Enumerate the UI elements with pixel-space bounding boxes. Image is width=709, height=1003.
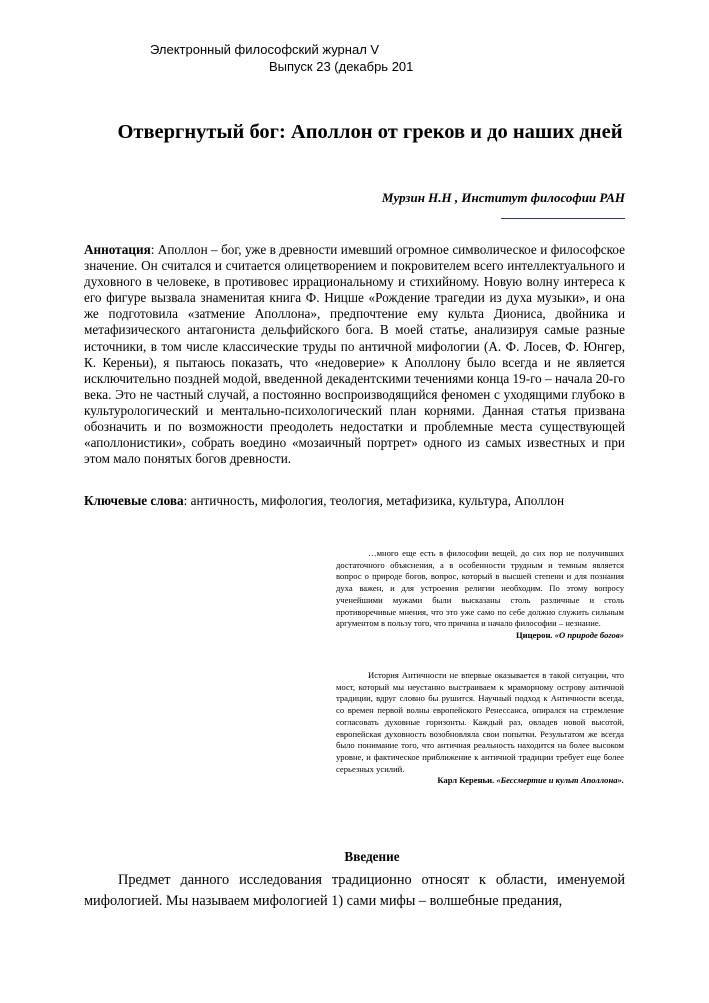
abstract [84, 242, 625, 467]
author-underline [501, 218, 625, 219]
epigraph-text: …много еще есть в философии вещей, до сих пор не получивших достаточного объяснения, а в особенности трудным и темным является вопрос о природе богов, вопрос, который в высшей степени и для познания духа важен, и для устроения религии необходим. По этому вопросу ученейшими мужами были высказаны столь различные и столь противоречивые мнения, что это уже само по себе должно служить сильным аргументом в пользу того, что причина и начало философии – незнание. [336, 548, 624, 629]
epigraph-source-work: «Бессмертие и культ Аполлона». [496, 775, 624, 786]
epigraph-source [336, 775, 624, 787]
epigraph-kerenyi [336, 670, 624, 787]
abstract-text: : Аполлон – бог, уже в древности имевший огромное символическое и философское значение. Он считался и считается олицетворением и покровителем всего интеллектуального и духовного в человеке, в противовес иррациональному и стихийному. Новую волну интереса к его фигуре вызвала знаменитая книга Ф. Ницше «Рождение трагедии из духа музыки», и она же подготовила «затмение Аполлона», предпочтение ему культа Диониса, двойника и метафизического антагониста дельфийского бога. В моей статье, анализируя самые разные источники, в том числе классические труды по античной мифологии (А. Ф. Лосев, Ф. Юнгер, К. Кереньи), я пытаюсь показать, что «недоверие» к Аполлону было всегда и не является исключительно поздней модой, введенной декадентскими течениями конца 19-го – начала 20-го века. Это не частный случай, а постоянно воспроизводящийся феномен с уходящими глубоко в культурологический и ментально-психологический план корнями. Данная статья призвана обозначить и по возможности преодолеть недостатки и проблемные места существующей «аполлонистики», собрать воедино «мозаичный портрет» одного из самых известных и при этом мало понятых богов древности. [84, 242, 625, 467]
journal-header [150, 41, 450, 75]
intro-paragraph: Предмет данного исследования традиционно относят к области, именуемой мифологией. Мы называем мифологией 1) сами мифы – волшебные предания, [84, 872, 625, 909]
keywords-label: Ключевые слова [84, 493, 184, 508]
epigraph-text: История Античности не впервые оказывается в такой ситуации, что мост, который мы неустанно выстраиваем к мраморному острову античной традиции, вдруг словно бы рушится. Научный подход к Античности всегда, со времен первой волны европейского Ренессанса, опирался на стремление согласовать духовные горизонты. Каждый раз, овладев новой высотой, европейская духовность возобновляла свои попытки. Результатом же всегда было понимание того, что античная реальность находится на более высоком уровне, и фактическое приближение к античной традиции требует еще более серьезных усилий. [336, 670, 624, 774]
epigraph-source-author: Цицерон. [515, 629, 555, 640]
abstract-label: Аннотация [84, 242, 151, 257]
journal-issue: Выпуск 23 (декабрь 201 [269, 59, 414, 74]
keywords-text: : античность, мифология, теология, метафизика, культура, Аполлон [183, 493, 565, 508]
epigraph-source-author: Карл Кереньи. [437, 775, 497, 786]
keywords [84, 493, 644, 509]
epigraph-source [336, 630, 624, 642]
article-title: Отвергнутый бог: Аполлон от греков и до наших дней [117, 121, 623, 143]
section-heading-introduction: Введение [344, 849, 400, 864]
journal-name: Электронный философский журнал V [150, 42, 380, 57]
epigraph-source-work: «О природе богов» [554, 629, 624, 640]
article-author: Мурзин Н.Н , Институт философии РАН [381, 190, 625, 205]
epigraph-cicero [336, 548, 624, 642]
